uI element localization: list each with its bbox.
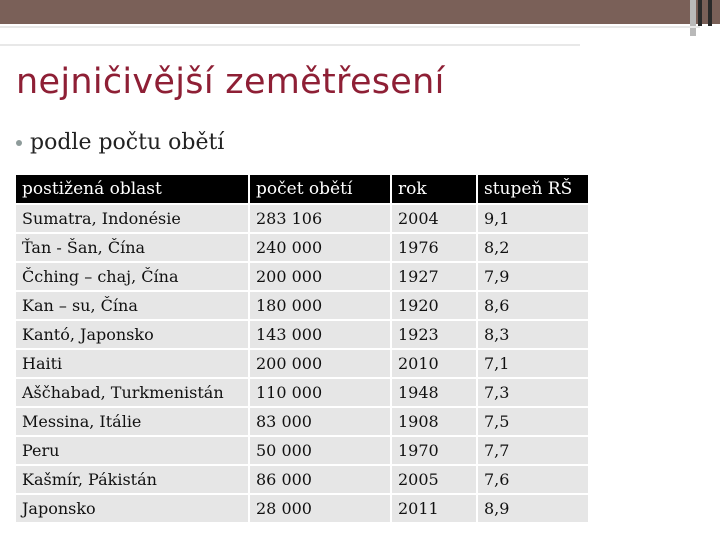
cell-area: Ťan - Šan, Čína bbox=[16, 234, 248, 261]
cell-victims: 86 000 bbox=[250, 466, 390, 493]
cell-magnitude: 9,1 bbox=[478, 205, 588, 232]
table-row bbox=[16, 321, 588, 348]
cell-area: Sumatra, Indonésie bbox=[16, 205, 248, 232]
slide-title: nejničivější zemětřesení bbox=[16, 62, 445, 102]
cell-victims: 28 000 bbox=[250, 495, 390, 522]
cell-victims: 283 106 bbox=[250, 205, 390, 232]
table-row bbox=[16, 437, 588, 464]
header-cell-victims: počet obětí bbox=[250, 175, 390, 203]
table-row bbox=[16, 408, 588, 435]
cell-year: 1927 bbox=[392, 263, 476, 290]
table-row bbox=[16, 379, 588, 406]
cell-year: 1920 bbox=[392, 292, 476, 319]
table-row bbox=[16, 350, 588, 377]
bullet-item bbox=[16, 130, 224, 155]
earthquake-table bbox=[14, 173, 590, 524]
cell-year: 1908 bbox=[392, 408, 476, 435]
cell-victims: 200 000 bbox=[250, 263, 390, 290]
table-row bbox=[16, 495, 588, 522]
cell-magnitude: 8,2 bbox=[478, 234, 588, 261]
cell-year: 1970 bbox=[392, 437, 476, 464]
cell-victims: 180 000 bbox=[250, 292, 390, 319]
cell-area: Haiti bbox=[16, 350, 248, 377]
cell-year: 1948 bbox=[392, 379, 476, 406]
header-cell-year: rok bbox=[392, 175, 476, 203]
cell-magnitude: 8,3 bbox=[478, 321, 588, 348]
cell-magnitude: 7,6 bbox=[478, 466, 588, 493]
cell-victims: 200 000 bbox=[250, 350, 390, 377]
decor-line bbox=[0, 44, 580, 46]
bullet-dot-icon bbox=[16, 140, 22, 146]
cell-area: Aščhabad, Turkmenistán bbox=[16, 379, 248, 406]
cell-year: 1976 bbox=[392, 234, 476, 261]
cell-victims: 50 000 bbox=[250, 437, 390, 464]
cell-magnitude: 7,1 bbox=[478, 350, 588, 377]
cell-area: Čching – chaj, Čína bbox=[16, 263, 248, 290]
table-body bbox=[16, 205, 588, 522]
table-row bbox=[16, 292, 588, 319]
cell-area: Kantó, Japonsko bbox=[16, 321, 248, 348]
cell-year: 1923 bbox=[392, 321, 476, 348]
header-cell-magnitude: stupeň RŠ bbox=[478, 175, 588, 203]
cell-victims: 83 000 bbox=[250, 408, 390, 435]
decor-line bbox=[0, 26, 700, 28]
cell-area: Peru bbox=[16, 437, 248, 464]
table-row bbox=[16, 205, 588, 232]
cell-year: 2005 bbox=[392, 466, 476, 493]
cell-magnitude: 7,3 bbox=[478, 379, 588, 406]
header-cell-area: postižená oblast bbox=[16, 175, 248, 203]
cell-victims: 143 000 bbox=[250, 321, 390, 348]
cell-year: 2010 bbox=[392, 350, 476, 377]
cell-year: 2004 bbox=[392, 205, 476, 232]
cell-area: Kan – su, Čína bbox=[16, 292, 248, 319]
cell-victims: 110 000 bbox=[250, 379, 390, 406]
cell-magnitude: 8,6 bbox=[478, 292, 588, 319]
cell-magnitude: 7,5 bbox=[478, 408, 588, 435]
bullet-text: podle počtu obětí bbox=[30, 130, 225, 155]
cell-magnitude: 7,9 bbox=[478, 263, 588, 290]
table-row bbox=[16, 234, 588, 261]
cell-magnitude: 8,9 bbox=[478, 495, 588, 522]
cell-magnitude: 7,7 bbox=[478, 437, 588, 464]
slide-decor-lines bbox=[0, 0, 720, 24]
cell-area: Kašmír, Pákistán bbox=[16, 466, 248, 493]
table-header-row bbox=[16, 175, 588, 203]
table-row bbox=[16, 466, 588, 493]
table-row bbox=[16, 263, 588, 290]
cell-area: Messina, Itálie bbox=[16, 408, 248, 435]
cell-area: Japonsko bbox=[16, 495, 248, 522]
cell-victims: 240 000 bbox=[250, 234, 390, 261]
cell-year: 2011 bbox=[392, 495, 476, 522]
